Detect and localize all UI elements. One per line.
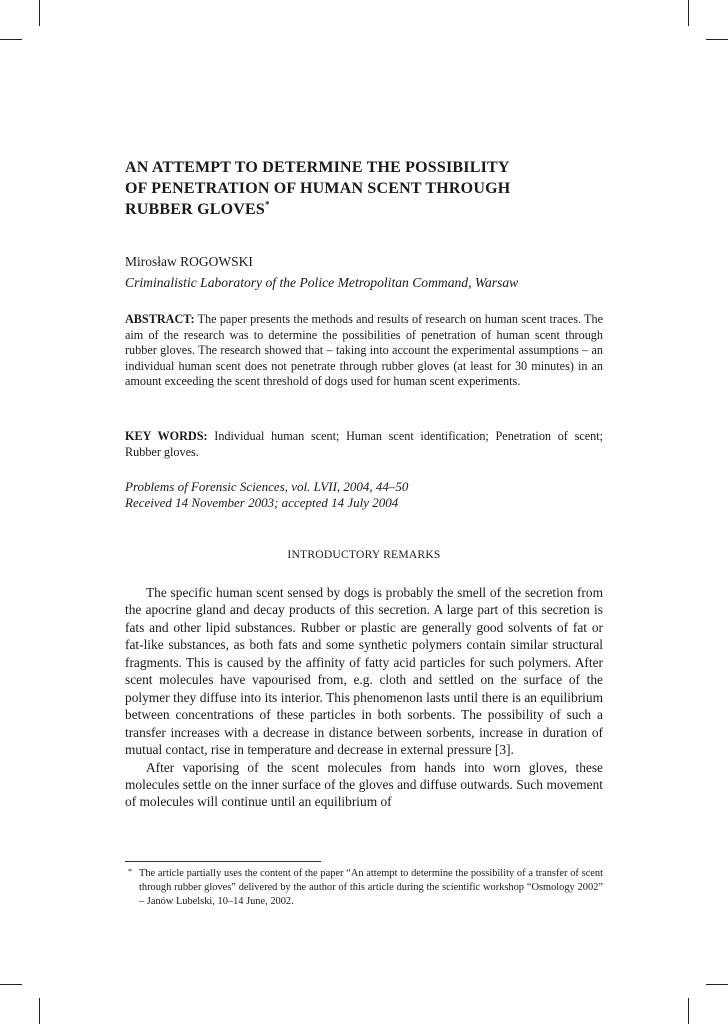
title-footnote-mark: * bbox=[264, 199, 270, 210]
paper-title bbox=[125, 157, 603, 220]
crop-mark-bottom-left-vertical bbox=[39, 998, 40, 1024]
abstract bbox=[125, 312, 603, 390]
crop-mark-top-left-vertical bbox=[39, 0, 40, 26]
abstract-label: ABSTRACT: bbox=[125, 312, 195, 326]
footnote-text: The article partially uses the content of the paper “An attempt to determine the possibility of a transfer of scent through rubber gloves” delivered by the author of this article during the scientific workshop “Osmology 2002” – Janów Lubelski, 10–14 June, 2002. bbox=[139, 868, 603, 907]
crop-mark-top-left-horizontal bbox=[0, 39, 22, 40]
body-paragraph-1: The specific human scent sensed by dogs is probably the smell of the secretion from the apocrine gland and decay products of this secretion. A large part of this secretion is fats and other lipid substances. Rubber or plastic are generally good solvents of fat or fat-like substances, as both fats and some synthetic polymers contain similar structural fragments. This is caused by the affinity of fatty acid particles for such polymers. After scent molecules have vapourised from, e.g. cloth and settled on the surface of the polymer they diffuse into its interior. This phenomenon lasts until there is an equilibrium between concentrations of these particles in both sorbents. The possibility of such a transfer increases with a decrease in distance between sorbents, increase in duration of mutual contact, rise in temperature and decrease in external pressure [3]. bbox=[125, 585, 603, 758]
section-heading: INTRODUCTORY REMARKS bbox=[287, 548, 441, 561]
abstract-text: The paper presents the methods and results of research on human scent traces. The aim of the research was to determine the possibilities of penetration of human scent through rubber gloves. The research showed that – taking into account the experimental assumptions – an individual human scent does not penetrate through rubber gloves (at least for 30 minutes) in an amount exceeding the scent threshold of dogs used for human scent experiments. bbox=[125, 312, 604, 389]
body-text bbox=[125, 584, 603, 811]
footnote-mark: * bbox=[128, 867, 132, 876]
crop-mark-top-right-vertical bbox=[688, 0, 689, 26]
crop-mark-top-right-horizontal bbox=[706, 39, 728, 40]
crop-mark-bottom-left-horizontal bbox=[0, 984, 22, 985]
author-name: Mirosław ROGOWSKI bbox=[125, 254, 253, 269]
title-line-1: AN ATTEMPT TO DETERMINE THE POSSIBILITY bbox=[125, 159, 510, 176]
title-line-2: OF PENETRATION OF HUMAN SCENT THROUGH bbox=[125, 180, 511, 197]
crop-mark-bottom-right-horizontal bbox=[706, 984, 728, 985]
keywords-label: KEY WORDS: bbox=[125, 429, 208, 443]
footnote-rule bbox=[125, 861, 321, 862]
footnote bbox=[125, 867, 603, 909]
title-line-3 bbox=[125, 199, 603, 220]
crop-mark-bottom-right-vertical bbox=[688, 998, 689, 1024]
citation bbox=[125, 479, 408, 511]
keywords-text: Individual human scent; Human scent identification; Penetration of scent; Rubber gloves. bbox=[125, 429, 604, 459]
body-paragraph-2: After vaporising of the scent molecules from hands into worn gloves, these molecules settle on the inner surface of the gloves and diffuse outwards. Such movement of molecules will continue until an equilibrium of bbox=[125, 759, 603, 810]
keywords bbox=[125, 429, 603, 460]
title-line-3-text: RUBBER GLOVES bbox=[125, 201, 265, 218]
citation-journal: Problems of Forensic Sciences, vol. LVII, 2004, 44–50 bbox=[125, 479, 409, 494]
citation-dates: Received 14 November 2003; accepted 14 July 2004 bbox=[125, 495, 399, 510]
author-affiliation: Criminalistic Laboratory of the Police Metropolitan Command, Warsaw bbox=[125, 275, 519, 290]
